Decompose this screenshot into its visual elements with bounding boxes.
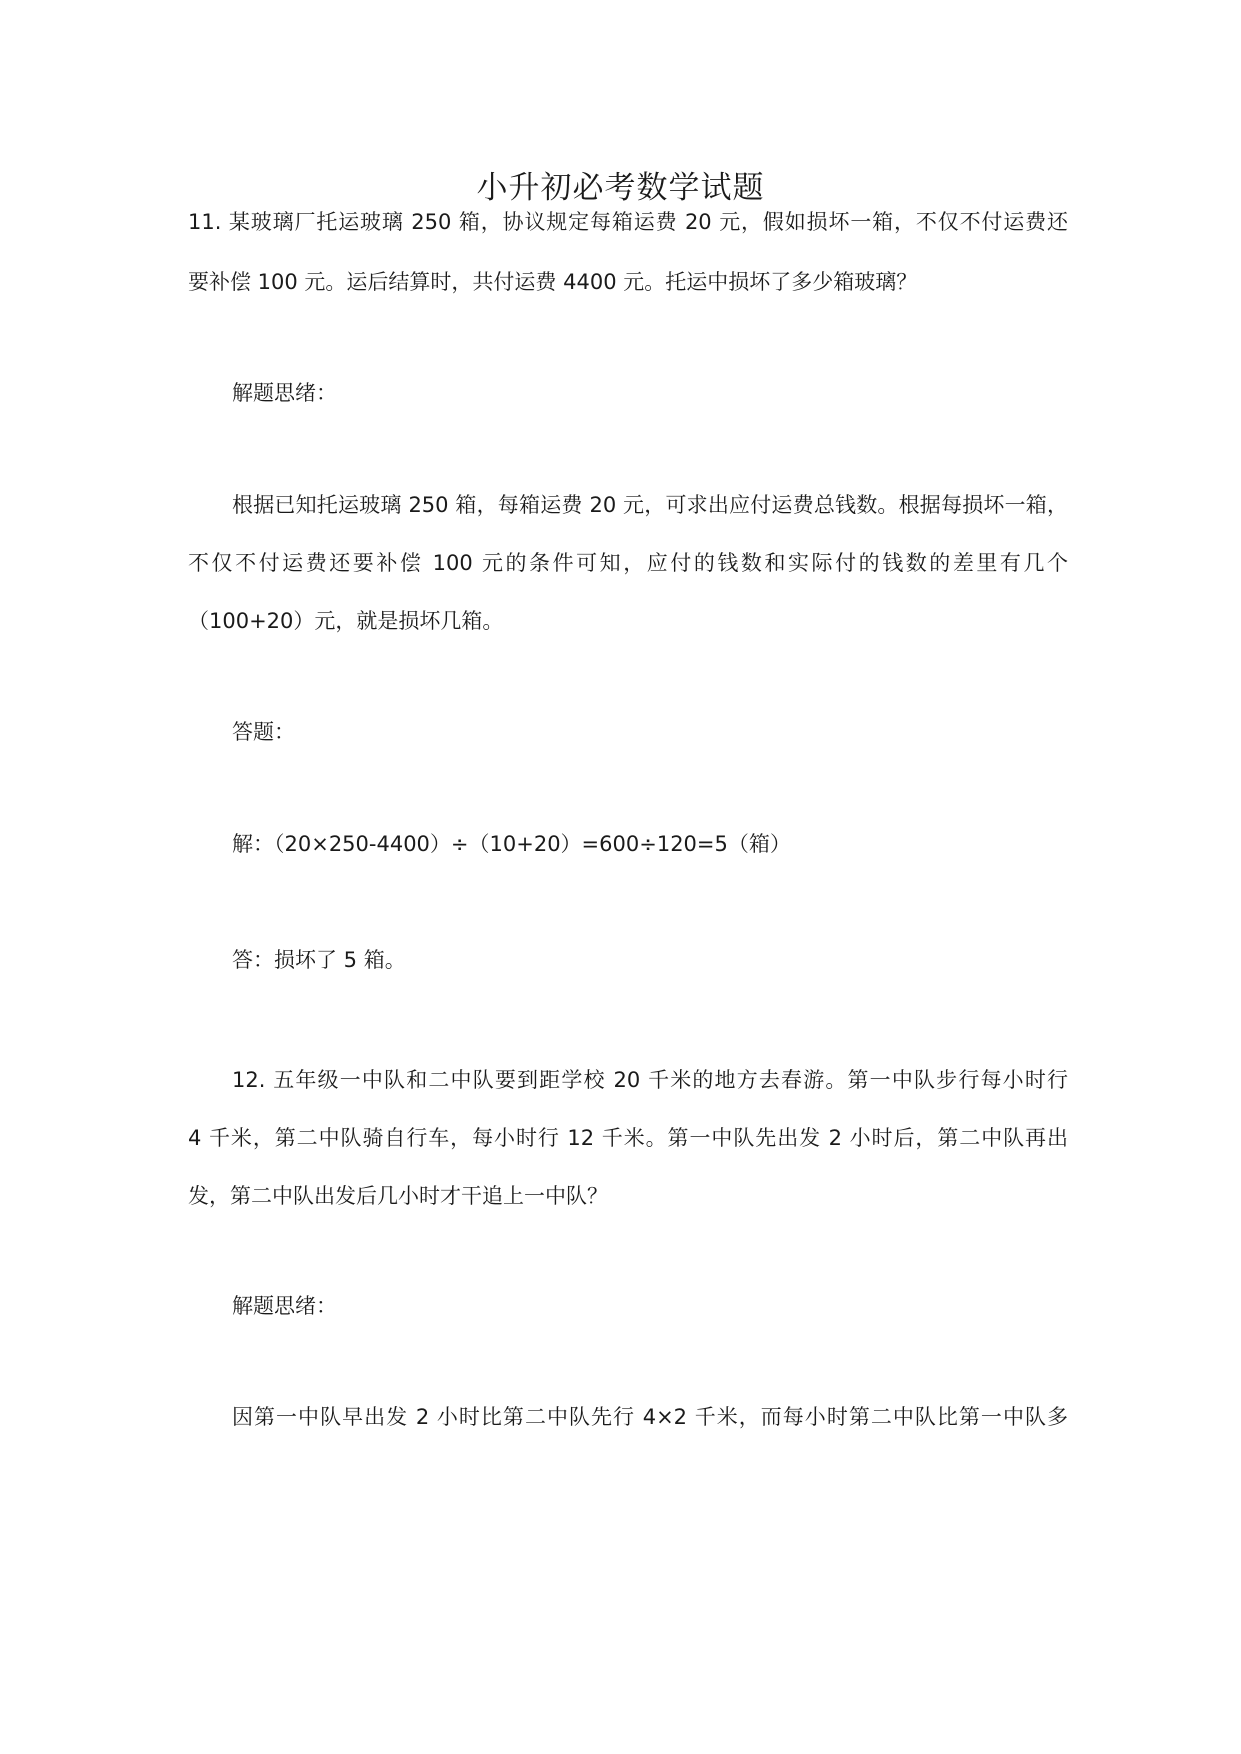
q11-line-1: 11. 某玻璃厂托运玻璃 250 箱，协议规定每箱运费 20 元，假如损坏一箱，不仅不付运费还: [188, 210, 1068, 234]
q11-line-2: 要补偿 100 元。运后结算时，共付运费 4400 元。托运中损坏了多少箱玻璃？: [188, 270, 918, 294]
q11-reason-line-1: 根据已知托运玻璃 250 箱，每箱运费 20 元，可求出应付运费总钱数。根据每损坏一箱，: [232, 493, 1068, 517]
q11-reason-line-2: 不仅不付运费还要补偿 100 元的条件可知，应付的钱数和实际付的钱数的差里有几个: [188, 551, 1068, 575]
q12-line-1: 12. 五年级一中队和二中队要到距学校 20 千米的地方去春游。第一中队步行每小时行: [232, 1068, 1068, 1092]
q11-reason-line-3: （100+20）元，就是损坏几箱。: [188, 609, 504, 633]
q11-solution: 解：（20×250-4400）÷（10+20）=600÷120=5（箱）: [232, 832, 791, 856]
q12-line-3: 发，第二中队出发后几小时才干追上一中队？: [188, 1184, 608, 1208]
q11-answer-label: 答题：: [232, 720, 295, 744]
q12-line-2: 4 千米，第二中队骑自行车，每小时行 12 千米。第一中队先出发 2 小时后，第二中队再出: [188, 1126, 1068, 1150]
q11-thinking-label: 解题思绪：: [232, 381, 337, 405]
q12-thinking-label: 解题思绪：: [232, 1294, 337, 1318]
q12-reason-line-1: 因第一中队早出发 2 小时比第二中队先行 4×2 千米，而每小时第二中队比第一中队多: [232, 1405, 1068, 1429]
q11-answer: 答：损坏了 5 箱。: [232, 948, 406, 972]
page-title: 小升初必考数学试题: [476, 170, 765, 206]
